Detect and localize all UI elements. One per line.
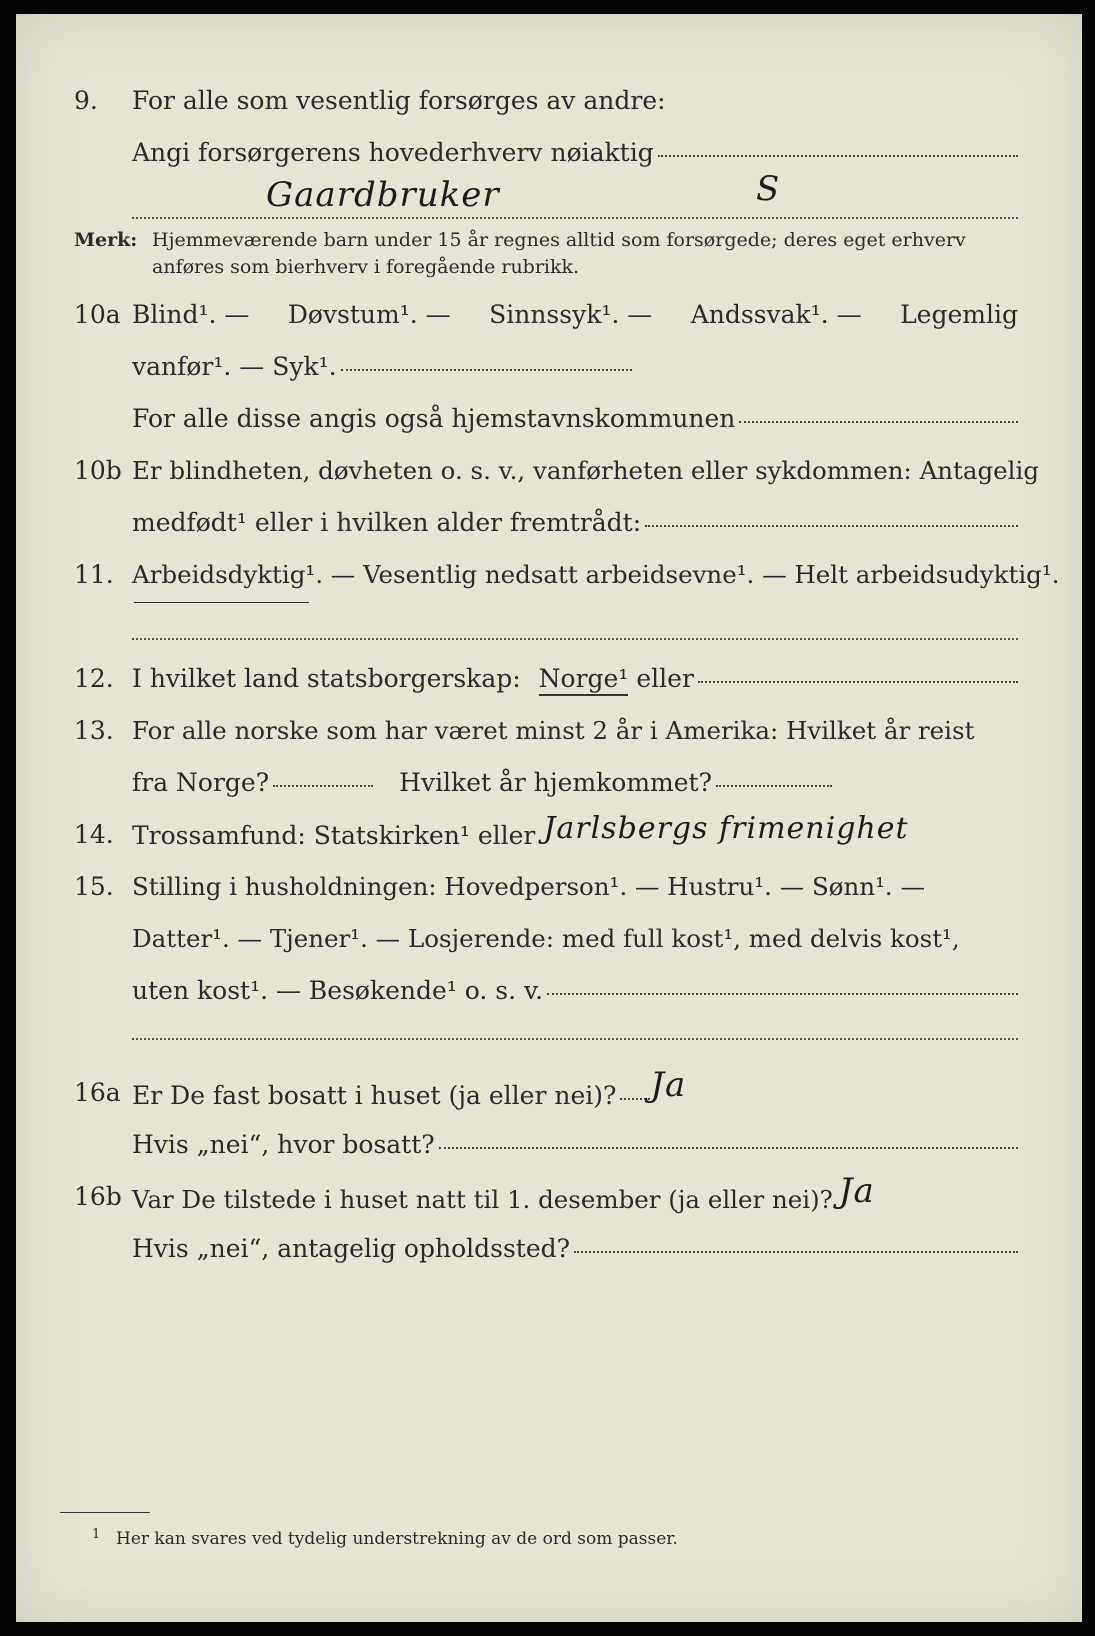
footnote-mark: 1 xyxy=(92,1527,101,1542)
q16b-handwritten-answer: Ja xyxy=(838,1171,875,1211)
q12-question: I hvilket land statsborgerskap: xyxy=(132,664,521,693)
q16b-question: Var De tilstede i huset natt til 1. desember (ja eller nei)? xyxy=(132,1185,833,1214)
q11-extra-line[interactable] xyxy=(132,638,1018,640)
footnote-rule xyxy=(60,1512,150,1513)
merk-line-2: anføres som bierhverv i foregående rubrikk. xyxy=(152,256,580,278)
q12-country-field[interactable] xyxy=(698,680,1018,683)
census-form-page xyxy=(16,14,1082,1622)
q10b-number: 10b xyxy=(74,456,122,485)
q10a-field-1[interactable] xyxy=(341,368,632,371)
q14-number: 14. xyxy=(74,820,114,849)
q10a-line-2: vanfør¹. — Syk¹. xyxy=(132,352,337,381)
q10a-line-3: For alle disse angis også hjemstavnskommunen xyxy=(132,404,736,433)
merk-label: Merk: xyxy=(74,229,138,251)
q16a-question: Er De fast bosatt i huset (ja eller nei)? xyxy=(132,1081,617,1110)
q13-number: 13. xyxy=(74,716,114,745)
q9-handwritten-mark: S xyxy=(756,169,781,209)
q9-handwritten-answer: Gaardbruker xyxy=(266,175,500,215)
q15-line-3[interactable]: uten kost¹. — Besøkende¹ o. s. v. xyxy=(132,976,544,1005)
q9-answer-row xyxy=(16,169,1082,220)
q9-line-2: Angi forsørgerens hovederhverv nøiaktig xyxy=(132,138,654,167)
q10a-andssvak[interactable]: Andssvak¹. — xyxy=(690,300,862,329)
q10b-alder-field[interactable] xyxy=(645,524,1018,527)
q15-line-1[interactable]: Stilling i husholdningen: Hovedperson¹. — Hustru¹. — Sønn¹. — xyxy=(132,872,925,901)
q10a-hjemstavn-field[interactable] xyxy=(739,420,1018,423)
q16a-bosatt-field[interactable] xyxy=(439,1146,1018,1149)
q16b-line-2: Hvis „nei“, antagelig opholdssted? xyxy=(132,1234,571,1263)
q13-reist-field[interactable] xyxy=(273,784,373,787)
q15-extra-line[interactable] xyxy=(132,1038,1018,1040)
q10a-sinnssyk[interactable]: Sinnssyk¹. — xyxy=(489,300,653,329)
q13-hjemkommet-label: Hvilket år hjemkommet? xyxy=(399,768,713,797)
q9-number: 9. xyxy=(74,86,98,115)
q10b-line-2: medfødt¹ eller i hvilken alder fremtrådt: xyxy=(132,508,642,537)
q15-number: 15. xyxy=(74,872,114,901)
q9-answer-line[interactable] xyxy=(132,217,1018,219)
q16a-line-2: Hvis „nei“, hvor bosatt? xyxy=(132,1130,435,1159)
q11-underline-mark xyxy=(134,602,309,603)
q10a-blind[interactable]: Blind¹. — xyxy=(132,300,250,329)
q12-eller: eller xyxy=(636,664,694,693)
q16a-handwritten-answer: Ja xyxy=(650,1065,687,1105)
q13-reist-label: fra Norge? xyxy=(132,768,270,797)
q11-options[interactable]: Arbeidsdyktig¹. — Vesentlig nedsatt arbeidsevne¹. — Helt arbeidsudyktig¹. xyxy=(132,560,1060,589)
q10b-line-1: Er blindheten, døvheten o. s. v., vanførheten eller sykdommen: Antagelig xyxy=(132,456,1040,485)
q9-line-1: For alle som vesentlig forsørges av andre: xyxy=(132,86,666,115)
q15-line-2[interactable]: Datter¹. — Tjener¹. — Losjerende: med full kost¹, med delvis kost¹, xyxy=(132,924,960,953)
q11-number: 11. xyxy=(74,560,114,589)
q10a-number: 10a xyxy=(74,300,121,329)
footnote-text: Her kan svares ved tydelig understrekning av de ord som passer. xyxy=(116,1529,678,1549)
q15-field[interactable] xyxy=(547,992,1018,995)
q16a-number: 16a xyxy=(74,1078,121,1107)
q14-handwritten-answer: Jarlsbergs frimenighet xyxy=(543,811,909,846)
q13-hjemkommet-field[interactable] xyxy=(716,784,832,787)
merk-line-1: Hjemmeværende barn under 15 år regnes alltid som forsørgede; deres eget erhverv xyxy=(152,229,966,251)
q13-line-1: For alle norske som har været minst 2 år i Amerika: Hvilket år reist xyxy=(132,716,975,745)
q12-norge-option[interactable]: Norge¹ xyxy=(539,664,629,696)
q10a-legemlig[interactable]: Legemlig xyxy=(900,300,1018,329)
q16b-number: 16b xyxy=(74,1182,122,1211)
q16b-opholdssted-field[interactable] xyxy=(574,1250,1018,1253)
q10a-dovstum[interactable]: Døvstum¹. — xyxy=(287,300,451,329)
q12-number: 12. xyxy=(74,664,114,693)
q14-question: Trossamfund: Statskirken¹ eller xyxy=(132,821,536,850)
q9-occupation-field[interactable] xyxy=(658,154,1018,157)
